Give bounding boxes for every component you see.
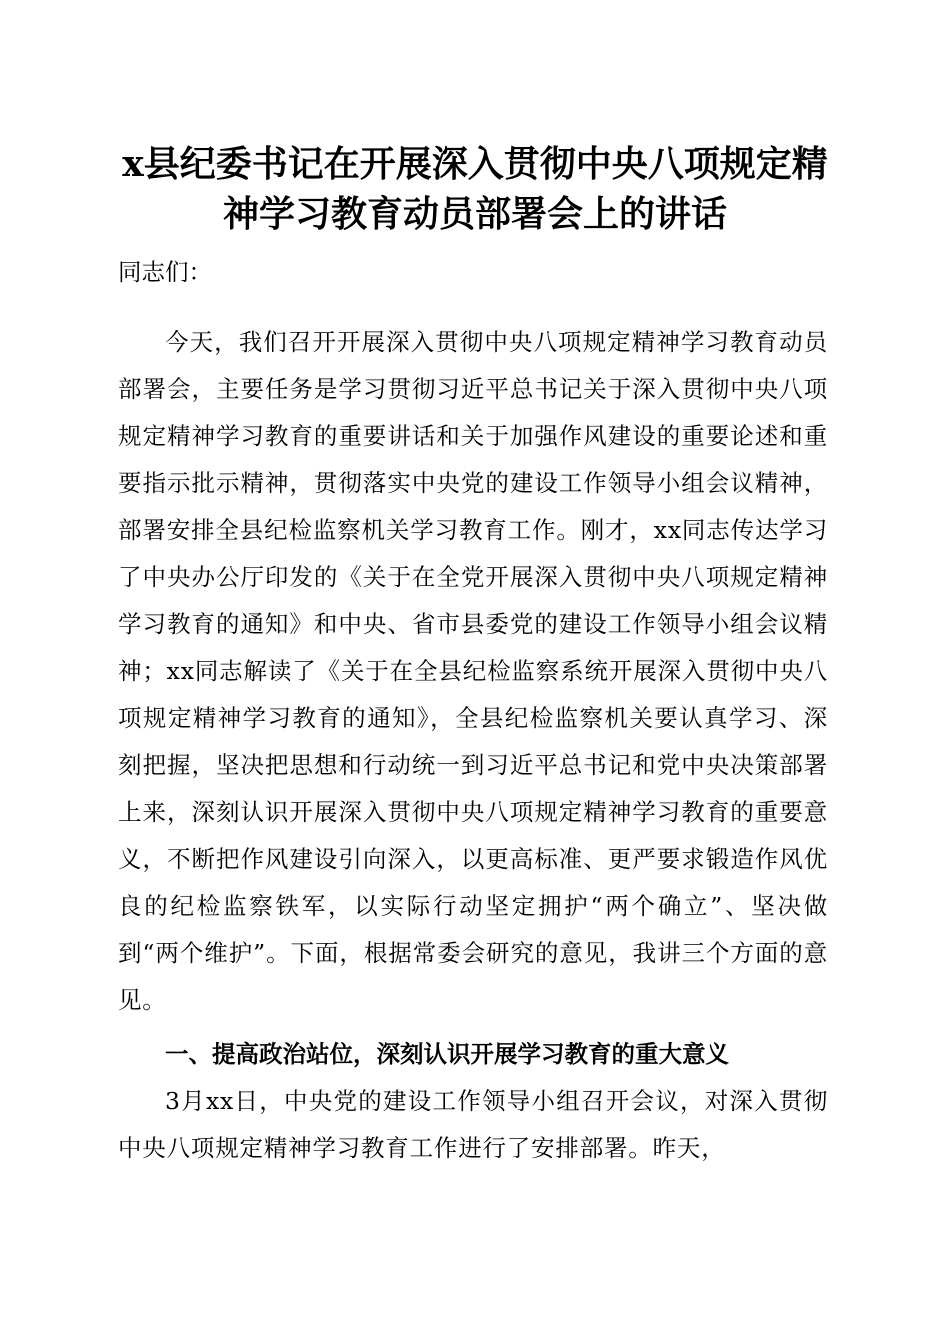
document-title-line-1: x县纪委书记在开展深入贯彻中央八项规定精 (122, 143, 828, 185)
section-heading-1: 一、提高政治站位，深刻认识开展学习教育的重大意义 (165, 1040, 729, 1068)
paragraph-1: 今天，我们召开开展深入贯彻中央八项规定精神学习教育动员部署会，主要任务是学习贯彻习近平总书记关于深入贯彻中央八项规定精神学习教育的重要讲话和关于加强作风建设的重要论述和重要指示批示精神，贯彻落实中央党的建设工作领导小组会议精神，部署安排全县纪检监察机关学习教育工作。刚才，xx同志传达学习了中央办公厅印发的《关于在全党开展深入贯彻中央八项规定精神学习教育的通知》和中央、省市县委党的建设工作领导小组会议精神；xx同志解读了《关于在全县纪检监察系统开展深入贯彻中央八项规定精神学习教育的通知》，全县纪检监察机关要认真学习、深刻把握，坚决把思想和行动统一到习近平总书记和党中央决策部署上来，深刻认识开展深入贯彻中央八项规定精神学习教育的重要意义，不断把作风建设引向深入，以更高标准、更严要求锻造作风优良的纪检监察铁军，以实际行动坚定拥护“两个确立”、坚决做到“两个维护”。下面，根据常委会研究的意见，我讲三个方面的意见。 (118, 328, 828, 1014)
document-title-line-2: 神学习教育动员部署会上的讲话 (222, 193, 727, 235)
paragraph-2: 3月xx日，中央党的建设工作领导小组召开会议，对深入贯彻中央八项规定精神学习教育工作进行了安排部署。昨天， (118, 1087, 828, 1162)
salutation: 同志们： (118, 258, 212, 286)
